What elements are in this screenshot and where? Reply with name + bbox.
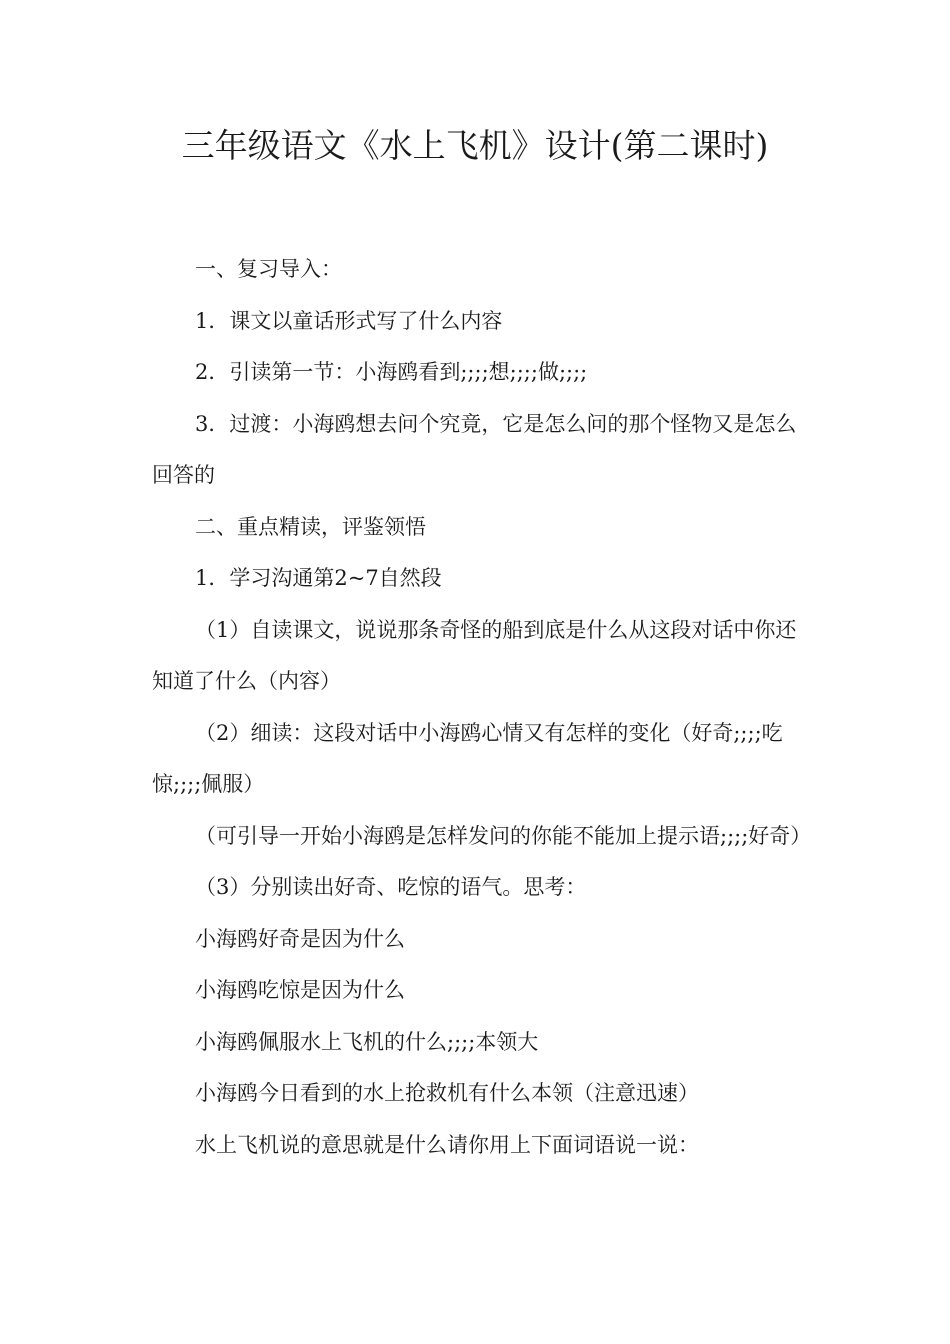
paragraph-item: 2．引读第一节：小海鸥看到;;;;想;;;;做;;;; [195,360,588,384]
paragraph-question: 小海鸥今日看到的水上抢救机有什么本领（注意迅速） [195,1081,699,1105]
paragraph-item: 1．课文以童话形式写了什么内容 [195,308,503,333]
paragraph-item: 1．学习沟通第2~7自然段 [195,566,442,590]
paragraph-item: （可引导一开始小海鸥是怎样发问的你能不能加上提示语;;;;好奇） [195,823,812,848]
paragraph-question: 小海鸥佩服水上飞机的什么;;;;本领大 [195,1029,539,1054]
paragraph-item: 3．过渡：小海鸥想去问个究竟，它是怎么问的那个怪物又是怎么回答的 [152,411,797,487]
document-body [152,244,812,1171]
paragraph-question: 水上飞机说的意思就是什么请你用上下面词语说一说： [195,1132,699,1157]
paragraph-item: （3）分别读出好奇、吃惊的语气。思考： [195,875,587,899]
paragraph-reading-heading: 二、重点精读，评鉴领悟 [195,514,426,539]
paragraph-question: 小海鸥好奇是因为什么 [195,926,405,951]
paragraph-item: （1）自读课文，说说那条奇怪的船到底是什么从这段对话中你还知道了什么（内容） [152,617,797,693]
paragraph-review-heading: 一、复习导入： [195,257,342,281]
paragraph-question: 小海鸥吃惊是因为什么 [195,978,405,1002]
paragraph-item: （2）细读：这段对话中小海鸥心情又有怎样的变化（好奇;;;;吃惊;;;;佩服） [152,720,783,796]
document-title: 三年级语文《水上飞机》设计(第二课时) [181,126,769,165]
